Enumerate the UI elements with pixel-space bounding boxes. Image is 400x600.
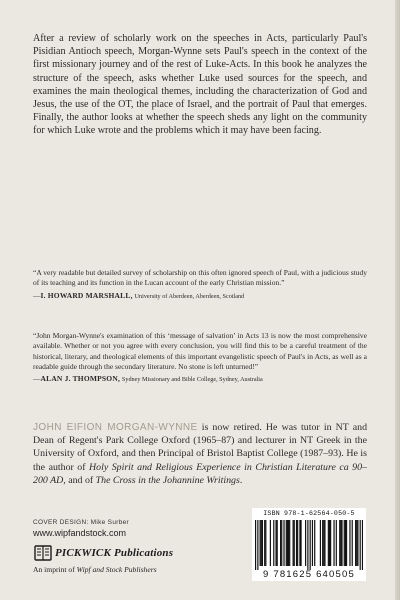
- barcode-bar: [280, 520, 281, 566]
- bio-text: and of: [65, 474, 96, 486]
- barcode-bar: [277, 520, 278, 566]
- imprint-parent: Wipf and Stock Publishers: [76, 565, 157, 574]
- review-marshall: [33, 268, 367, 302]
- pickwick-logo-icon: [33, 543, 53, 563]
- book-title: Holy Spirit and Religious Experience in Christian Literature ca 90–200 AD,: [33, 461, 367, 486]
- barcode-bar: [287, 520, 288, 566]
- barcode-bar: [275, 520, 276, 566]
- book-title: The Cross in the Johannine Writings: [95, 474, 240, 486]
- barcode-bars: [255, 520, 363, 570]
- barcode-bar: [357, 520, 358, 566]
- attribution-dash: —: [33, 374, 41, 384]
- barcode-bar: [260, 520, 261, 566]
- barcode-bar: [257, 520, 258, 570]
- barcode-bar: [261, 520, 262, 566]
- barcode-bar: [345, 520, 346, 566]
- publisher-logo-block: [33, 541, 173, 565]
- barcode-bar: [355, 520, 356, 566]
- barcode-bar: [322, 520, 323, 566]
- barcode-bar: [360, 520, 361, 570]
- barcode-bar: [264, 520, 265, 566]
- isbn-label: ISBN 978-1-62564-050-5: [263, 510, 355, 517]
- barcode-bar: [293, 520, 294, 566]
- reviewer-name: ALAN J. THOMPSON,: [40, 374, 121, 384]
- barcode-bar: [299, 520, 300, 566]
- barcode-bar: [300, 520, 301, 566]
- barcode-bar: [362, 520, 363, 570]
- author-bio: [33, 421, 367, 487]
- barcode-bar: [281, 520, 282, 566]
- barcode-bar: [297, 520, 298, 566]
- barcode-bar: [339, 520, 340, 566]
- barcode-bar: [323, 520, 324, 566]
- barcode-bar: [356, 520, 357, 566]
- barcode-bar: [283, 520, 284, 566]
- review-quote: “A very readable but detailed survey of scholarship on this often ignored speech of Paul, with a judicious study of its teaching and its function in the Lucan account of the early Christian mission.”: [33, 268, 367, 288]
- barcode-bar: [336, 520, 337, 566]
- barcode-digits: 9 781625 640505: [263, 569, 355, 580]
- barcode-bar: [273, 520, 274, 566]
- review-attribution: [33, 374, 367, 385]
- barcode-bar: [255, 520, 256, 570]
- barcode-bar: [349, 520, 350, 566]
- publisher-website: www.wipfandstock.com: [33, 528, 127, 538]
- barcode-bar: [328, 520, 329, 566]
- reviewer-name: I. HOWARD MARSHALL,: [40, 290, 133, 300]
- imprint-prefix: An imprint of: [33, 565, 77, 574]
- review-quote: “John Morgan-Wynne's examination of this ‘message of salvation’ in Acts 13 is now the most comprehensive available. Whether or not you agree with every conclusion, you will find this to be a careful treatment of the historical, literary, and theological elements of this important evangelistic speech of Paul's in Acts, as well as a readable guide through the secondary literature. No stone is left unturned!”: [33, 331, 367, 371]
- publisher-name: PICKWICK Publications: [55, 547, 174, 559]
- barcode-bar: [330, 520, 331, 566]
- barcode-bar: [262, 520, 263, 566]
- review-attribution: [33, 291, 367, 302]
- barcode-bar: [296, 520, 297, 566]
- barcode-bar: [333, 520, 334, 566]
- barcode-bar: [341, 520, 342, 566]
- barcode-bar: [329, 520, 330, 566]
- barcode-bar: [294, 520, 295, 566]
- barcode-bar: [289, 520, 290, 566]
- cover-design-credit: COVER DESIGN: Mike Surber: [33, 519, 129, 526]
- reviewer-affiliation: University of Aberdeen, Aberdeen, Scotland: [134, 292, 245, 300]
- bio-text: is now retired. He was tutor in NT and Dean of Regent's Park College Oxford (1965–87) and lecturer in NT Greek in the University of Oxford, and then Principal of Bristol Baptist College (1987–93). He is the author of: [33, 422, 368, 473]
- barcode-bar: [310, 520, 311, 570]
- barcode-bar: [270, 520, 271, 566]
- barcode-bar: [324, 520, 325, 566]
- isbn-barcode: [252, 508, 366, 581]
- cover-spine-shadow: [395, 0, 400, 600]
- barcode-bar: [305, 520, 306, 566]
- author-name: JOHN EIFION MORGAN-WYNNE: [33, 422, 198, 433]
- barcode-bar: [312, 520, 313, 566]
- barcode-bar: [320, 520, 321, 566]
- review-thompson: [33, 331, 367, 385]
- imprint-line: [33, 565, 157, 574]
- barcode-bar: [314, 520, 315, 566]
- barcode-bar: [340, 520, 341, 566]
- book-summary: After a review of scholarly work on the speeches in Acts, particularly Paul's Pisidian Antioch speech, Morgan-Wynne sets Paul's speech in the context of the first missionary journey and of the rest of Luke-Acts. In this book he analyzes the structure of the speech, asks whether Luke used sources for the speech, and examines the main theological themes, including the characterization of God and Jesus, the use of the OT, the place of Israel, and the portrait of Paul that emerges. Finally, the author looks at whether the speech sheds any light on the community for which Luke wrote and the problems which it may have been facing.: [33, 33, 367, 137]
- bio-text: .: [239, 474, 243, 486]
- barcode-bar: [288, 520, 289, 566]
- attribution-dash: —: [33, 290, 41, 300]
- barcode-bar: [344, 520, 345, 566]
- reviewer-affiliation: Sydney Missionary and Bible College, Sydney, Australia: [121, 376, 263, 384]
- barcode-bar: [286, 520, 287, 566]
- barcode-bar: [307, 520, 308, 570]
- barcode-bar: [352, 520, 353, 566]
- barcode-bar: [346, 520, 347, 566]
- barcode-bar: [265, 520, 266, 566]
